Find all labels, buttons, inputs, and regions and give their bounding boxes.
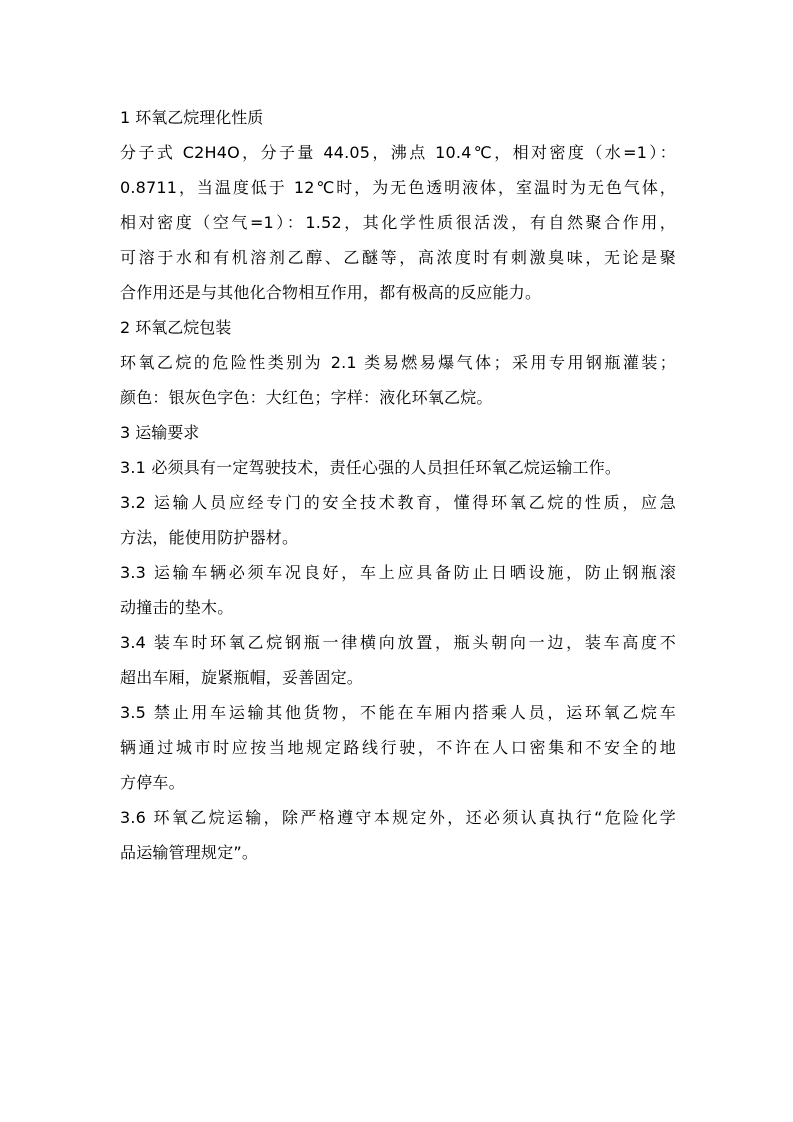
paragraph-line: 0.8711，当温度低于 12℃时，为无色透明液体，室温时为无色气体， [120, 178, 676, 197]
paragraph-line: 3.3 运输车辆必须车况良好，车上应具备防止日晒设施，防止钢瓶滚 [120, 563, 676, 582]
section-2-heading: 2 环氧乙烷包装 [120, 318, 232, 337]
paragraph-line: 方停车。 [120, 773, 185, 792]
paragraph-line: 超出车厢，旋紧瓶帽，妥善固定。 [120, 668, 364, 687]
paragraph-line: 环氧乙烷的危险性类别为 2.1 类易燃易爆气体；采用专用钢瓶灌装； [120, 353, 676, 372]
section-1-heading: 1 环氧乙烷理化性质 [120, 108, 264, 127]
section-2-paragraph [120, 345, 676, 415]
item-3-1 [120, 450, 676, 485]
item-3-3 [120, 555, 676, 625]
section-1-paragraph [120, 135, 676, 310]
paragraph-line: 3.5 禁止用车运输其他货物，不能在车厢内搭乘人员，运环氧乙烷车 [120, 703, 676, 722]
paragraph-line: 分子式 C2H4O，分子量 44.05，沸点 10.4℃，相对密度（水=1）： [120, 143, 676, 162]
section-3-heading: 3 运输要求 [120, 423, 200, 442]
paragraph-line: 可溶于水和有机溶剂乙醇、乙醚等，高浓度时有刺激臭味，无论是聚 [120, 248, 676, 267]
paragraph-line: 3.4 装车时环氧乙烷钢瓶一律横向放置，瓶头朝向一边，装车高度不 [120, 633, 676, 652]
paragraph-line: 动撞击的垫木。 [120, 598, 234, 617]
paragraph-line: 方法，能使用防护器材。 [120, 528, 299, 547]
item-3-5 [120, 695, 676, 800]
paragraph-line: 3.6 环氧乙烷运输，除严格遵守本规定外，还必须认真执行“危险化学 [120, 808, 676, 827]
item-3-6 [120, 800, 676, 870]
paragraph-line: 品运输管理规定”。 [120, 843, 259, 862]
paragraph-line: 合作用还是与其他化合物相互作用，都有极高的反应能力。 [120, 283, 542, 302]
document-body [120, 100, 676, 870]
paragraph-line: 辆通过城市时应按当地规定路线行驶，不许在人口密集和不安全的地 [120, 738, 676, 757]
item-3-4 [120, 625, 676, 695]
paragraph-line: 相对密度（空气=1）：1.52，其化学性质很活泼，有自然聚合作用， [120, 213, 676, 232]
paragraph-line: 3.1 必须具有一定驾驶技术，责任心强的人员担任环氧乙烷运输工作。 [120, 458, 622, 477]
item-3-2 [120, 485, 676, 555]
paragraph-line: 3.2 运输人员应经专门的安全技术教育，懂得环氧乙烷的性质，应急 [120, 493, 676, 512]
paragraph-line: 颜色：银灰色字色：大红色；字样：液化环氧乙烷。 [120, 388, 493, 407]
